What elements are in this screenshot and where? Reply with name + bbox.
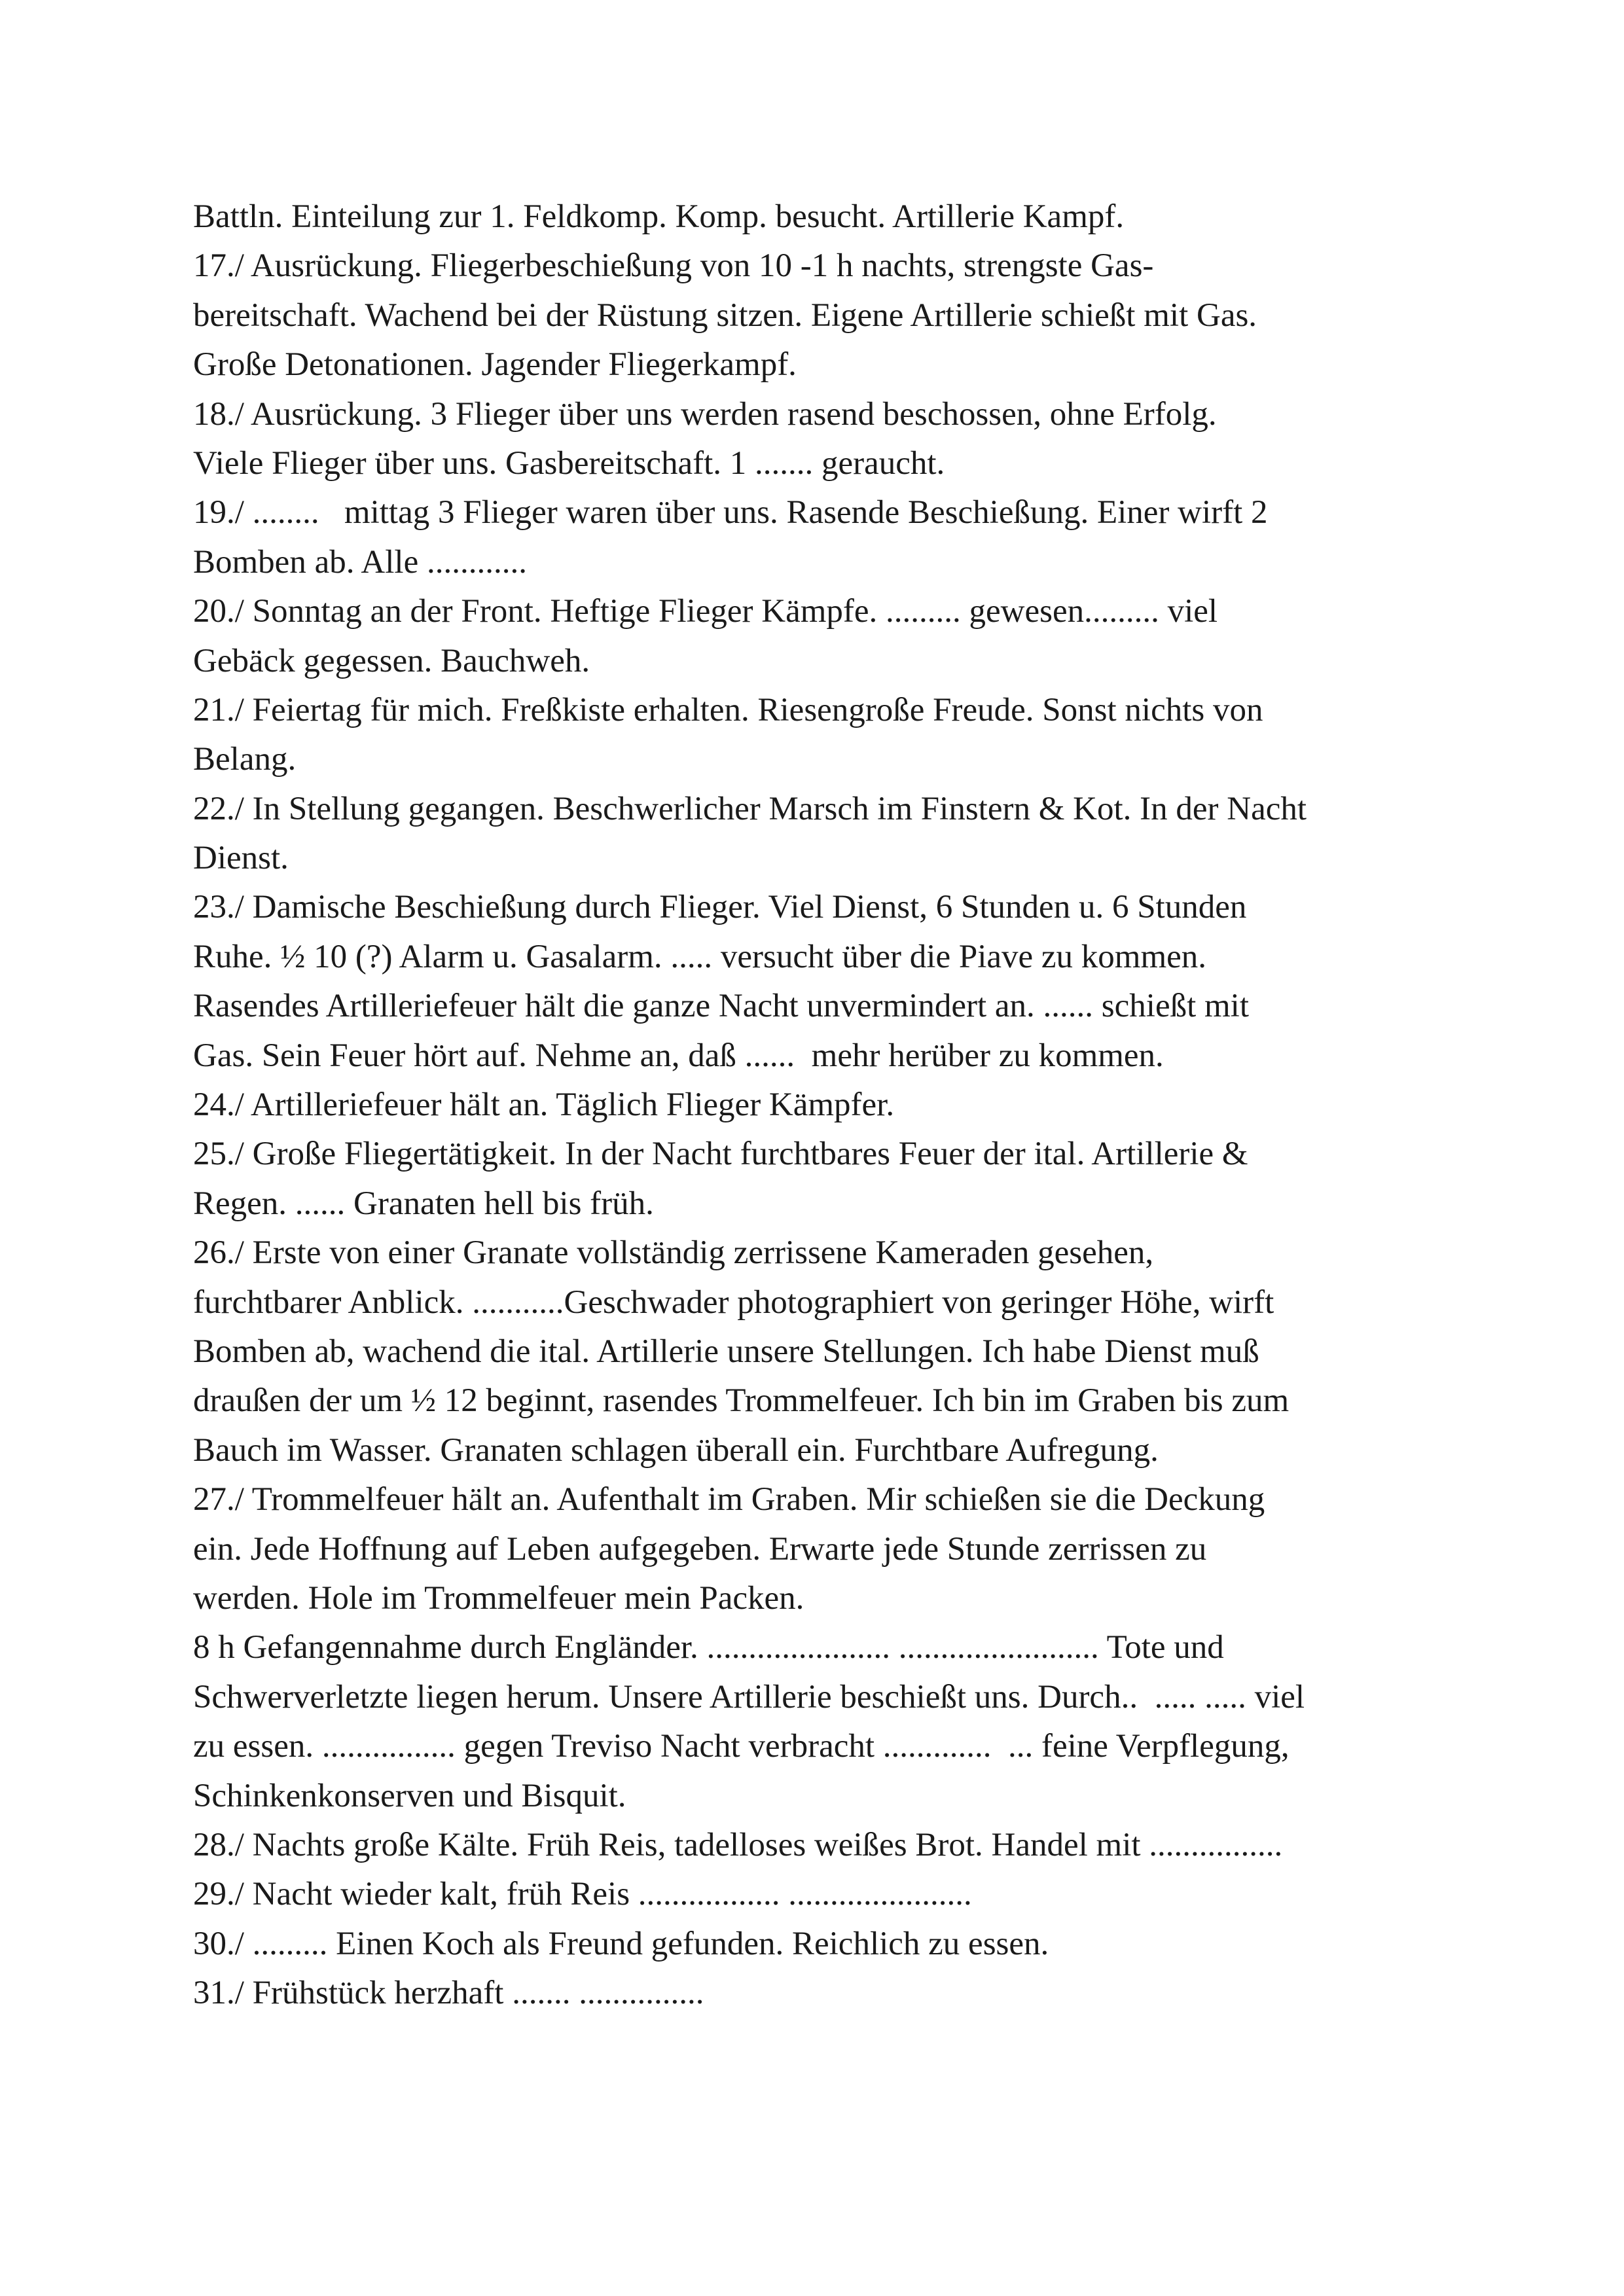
text-line: bereitschaft. Wachend bei der Rüstung sitzen. Eigene Artillerie schießt mit Gas.: [193, 296, 1257, 334]
text-line: zu essen. ................ gegen Treviso Nacht verbracht ............. ... feine Verpflegung,: [193, 1728, 1290, 1765]
text-line: 8 h Gefangennahme durch Engländer. ...................... ........................ Tote und: [193, 1629, 1224, 1666]
text-line: Battln. Einteilung zur 1. Feldkomp. Komp. besucht. Artillerie Kampf.: [193, 198, 1125, 235]
text-line: Bomben ab. Alle ............: [193, 543, 527, 581]
text-line: werden. Hole im Trommelfeuer mein Packen.: [193, 1579, 804, 1617]
text-line: 25./ Große Fliegertätigkeit. In der Nacht furchtbares Feuer der ital. Artillerie &: [193, 1136, 1248, 1173]
text-line: 30./ ......... Einen Koch als Freund gefunden. Reichlich zu essen.: [193, 1925, 1049, 1962]
text-line: 29./ Nacht wieder kalt, früh Reis ................. ......................: [193, 1876, 972, 1913]
text-line: 27./ Trommelfeuer hält an. Aufenthalt im Graben. Mir schießen sie die Deckung: [193, 1481, 1265, 1518]
text-line: 22./ In Stellung gegangen. Beschwerlicher Marsch im Finstern & Kot. In der Nacht: [193, 790, 1307, 827]
text-line: Dienst.: [193, 840, 289, 877]
text-line: Regen. ...... Granaten hell bis früh.: [193, 1185, 654, 1222]
text-line: Bauch im Wasser. Granaten schlagen überall ein. Furchtbare Aufregung.: [193, 1431, 1159, 1469]
text-line: 31./ Frühstück herzhaft ....... ...............: [193, 1975, 704, 2012]
text-line: 17./ Ausrückung. Fliegerbeschießung von 10 -1 h nachts, strengste Gas-: [193, 247, 1154, 285]
text-line: Schwerverletzte liegen herum. Unsere Artillerie beschießt uns. Durch.. ..... ..... viel: [193, 1678, 1305, 1715]
text-line: Ruhe. ½ 10 (?) Alarm u. Gasalarm. ..... versucht über die Piave zu kommen.: [193, 938, 1207, 975]
text-line: furchtbarer Anblick. ...........Geschwader photographiert von geringer Höhe, wirft: [193, 1283, 1274, 1321]
text-line: Rasendes Artilleriefeuer hält die ganze Nacht unvermindert an. ...... schießt mit: [193, 988, 1250, 1025]
text-line: 21./ Feiertag für mich. Freßkiste erhalten. Riesengroße Freude. Sonst nichts von: [193, 691, 1263, 728]
text-line: 26./ Erste von einer Granate vollständig zerrissene Kameraden gesehen,: [193, 1234, 1154, 1272]
text-line: 19./ ........ mittag 3 Flieger waren über uns. Rasende Beschießung. Einer wirft 2: [193, 494, 1268, 531]
text-line: Gebäck gegessen. Bauchweh.: [193, 642, 590, 679]
text-line: 18./ Ausrückung. 3 Flieger über uns werden rasend beschossen, ohne Erfolg.: [193, 395, 1217, 433]
text-line: 24./ Artilleriefeuer hält an. Täglich Flieger Kämpfer.: [193, 1086, 895, 1124]
text-line: Belang.: [193, 741, 297, 778]
text-line: 23./ Damische Beschießung durch Flieger. Viel Dienst, 6 Stunden u. 6 Stunden: [193, 889, 1247, 926]
text-line: Schinkenkonserven und Bisquit.: [193, 1777, 626, 1814]
text-line: Große Detonationen. Jagender Fliegerkampf.: [193, 346, 797, 384]
text-line: 28./ Nachts große Kälte. Früh Reis, tadelloses weißes Brot. Handel mit ................: [193, 1826, 1283, 1863]
text-line: Gas. Sein Feuer hört auf. Nehme an, daß ...... mehr herüber zu kommen.: [193, 1037, 1164, 1074]
diary-text: [193, 192, 1476, 2018]
text-line: Bomben ab, wachend die ital. Artillerie unsere Stellungen. Ich habe Dienst muß: [193, 1333, 1259, 1370]
text-line: draußen der um ½ 12 beginnt, rasendes Trommelfeuer. Ich bin im Graben bis zum: [193, 1382, 1290, 1420]
text-line: Viele Flieger über uns. Gasbereitschaft. 1 ....... geraucht.: [193, 444, 945, 482]
text-line: ein. Jede Hoffnung auf Leben aufgegeben. Erwarte jede Stunde zerrissen zu: [193, 1530, 1207, 1568]
text-line: 20./ Sonntag an der Front. Heftige Flieger Kämpfe. ......... gewesen......... viel: [193, 593, 1218, 630]
